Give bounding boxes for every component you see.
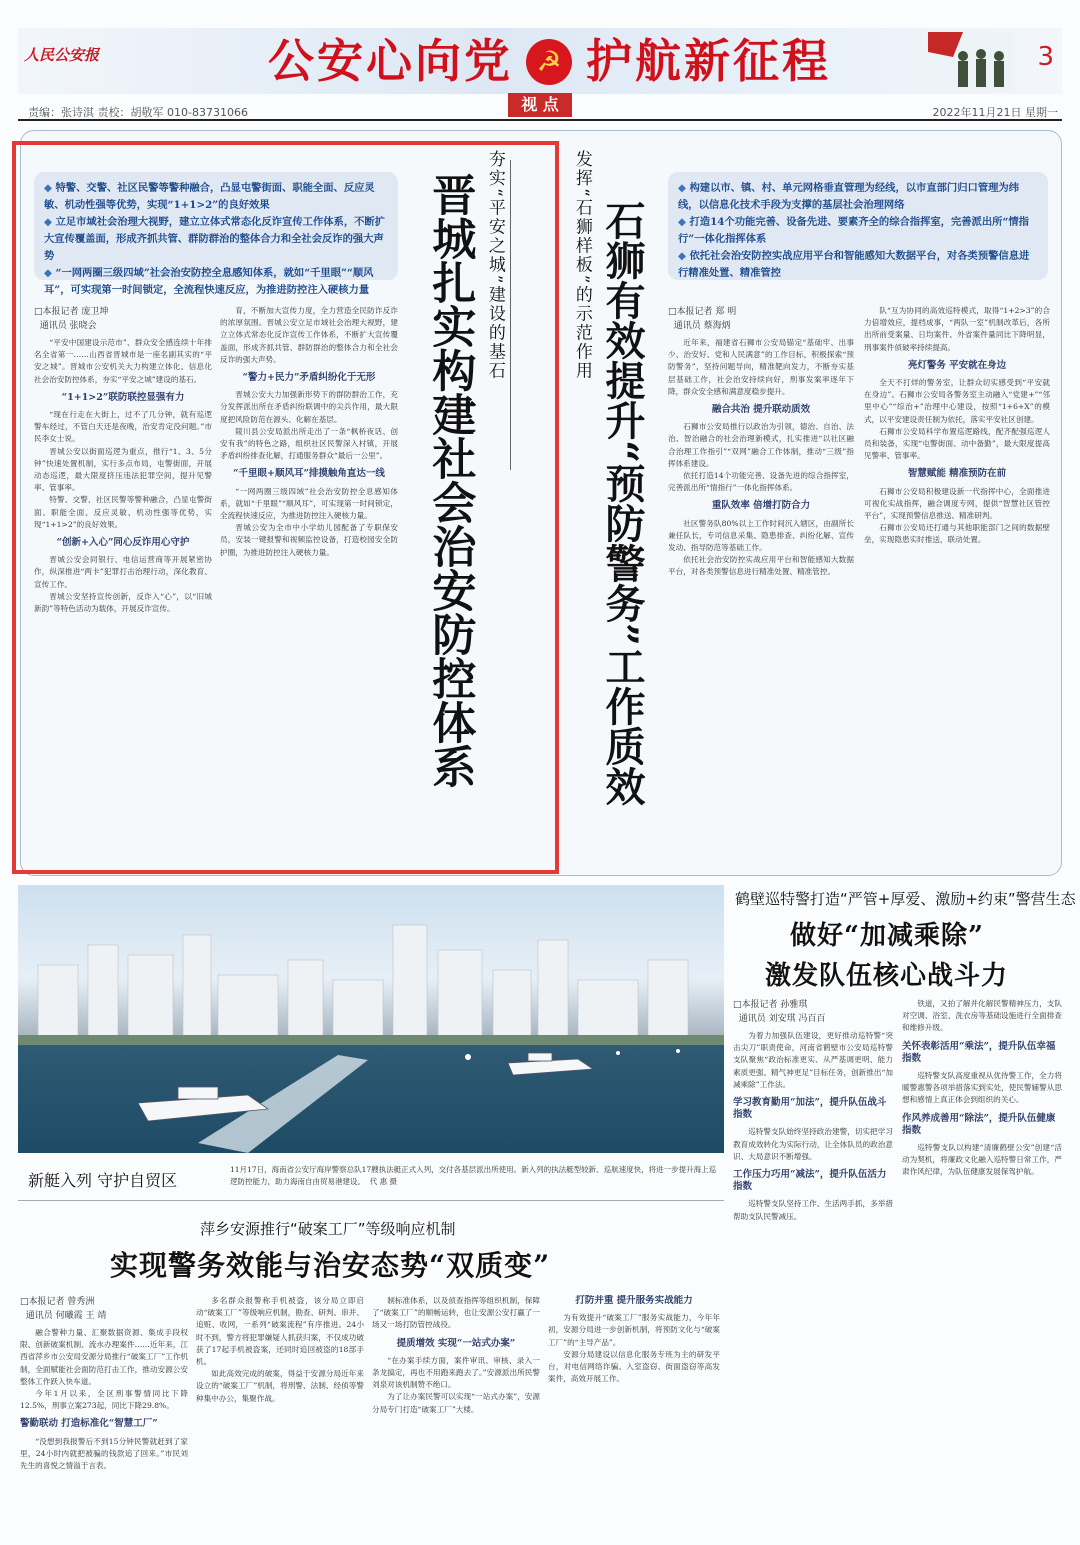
byline-reporter: 本报记者 庞卫坤 — [42, 307, 109, 317]
header-rule — [18, 119, 1062, 121]
summary-point: ◆ 特警、交警、社区民警等警种融合，凸显屯警街面、职能全面、反应灵敏、机动性强等优势，实现“1+1>2”的良好效果 — [44, 180, 388, 214]
subheading: “创新+入心”同心反诈用心守护 — [56, 537, 190, 549]
summary-point: ◆ 打造14个功能完善、设备先进、要素齐全的综合指挥室，完善派出所“情指行”一体化指挥体系 — [678, 214, 1038, 248]
byline-reporter: 本报记者 郑 明 — [676, 307, 737, 317]
photo-credit: 代 惠 摄 — [369, 1177, 398, 1186]
subheading: 学习教育勤用“加法”，提升队伍战斗指数 — [733, 1097, 887, 1121]
paragraph: 晋城公安会同银行、电信运营商等开展紧密协作，纵深推进“两卡”犯罪打击治理行动，深化教育、宣传工作。 — [34, 555, 212, 589]
paragraph: 巡特警支队以构建“清廉鹤壁公安”创建“活动为契机，将廉政文化融入巡特警日常工作，严肃作风纪律，为队伍健康发展保驾护航。 — [902, 1143, 1062, 1177]
summary-point: ◆ 立足市域社会治理大视野，建立立体式常态化反诈宣传工作体系，不断扩大宣传覆盖面，形成齐抓共管、群防群治的整体合力和全社会反诈的强大声势 — [44, 214, 388, 265]
banner-title-left: 公安心向党 — [268, 34, 513, 88]
subheading: 打防并重 提升服务实战能力 — [575, 1295, 693, 1306]
photo-caption-title: 新艇入列 守护自贸区 — [28, 1171, 178, 1190]
paragraph: “在办案手续方面，案件审讯、审核、录入一条龙搞定，再也不用跑来跑去了。”安源派出所民警刘泉对该机制赞不绝口。 — [372, 1355, 540, 1390]
byline: □本报记者 庞卫坤 通讯员 张晓会 — [34, 307, 109, 331]
paragraph: 巡特警支队始终坚持政治建警，切实把学习教育成效转化为实际行动，让全体队员的政治意识、大局意识不断增强。 — [733, 1127, 893, 1161]
soldiers-icon — [923, 32, 1013, 92]
summary-point: ◆ 构建以市、镇、村、单元网格垂直管理为经线，以市直部门归口管理为纬线，以信息化技术手段为支撑的基层社会治理网络 — [678, 180, 1038, 214]
paragraph: 为着力加强队伍建设，更好推动巡特警“突击尖刀”职责使命，河南省鹤壁市公安局巡特警支队聚焦“政治标准更实、从严基调更明、能力素质更强、精气神更足”目标任务，创新推出“加减乘除”工作法。 — [733, 1031, 893, 1089]
divider — [510, 160, 511, 470]
page-number: 3 — [1037, 42, 1054, 72]
summary-point: ◆ “一网两圈三级四域”社会治安防控全息感知体系，就如“千里眼”“顺风耳”，可实现第一时间锁定，全流程快速反应，为推进防控注入硬核力量 — [44, 265, 388, 299]
byline: □本报记者 孙雅琪 通讯员 刘安琪 冯百百 — [733, 1000, 826, 1024]
jincheng-kicker: 夯实“平安之城”建设的基石 — [484, 150, 505, 381]
divider — [18, 1200, 724, 1201]
paragraph: 近年来，福建省石狮市公安局锚定“基础牢、出事少、治安好、党和人民满意”的工作目标，积极探索“预防警务”，坚持问题导向，精准靶向发力，不断夯实基层基础工作，社会治安持续向好，刑事发案率逐年下降，群众安全感和满意度稳步提升。 — [668, 338, 854, 396]
paragraph: 巡特警支队高度重视从优待警工作，全力将暖警惠警各项举措落实到实处，使民警辅警从思想和感情上真正体会到组织的关心。 — [902, 1071, 1062, 1105]
paragraph: 石狮市公安局积极建设新一代指挥中心，全面推进可视化实战指挥，融合调度专网，提供“智慧社区管控平台”，实现预警信息推送、精准研判。 — [864, 486, 1050, 521]
jincheng-col-2 — [220, 305, 398, 865]
caption-body: 11月17日，海南省公安厅海岸警察总队17艘执法艇正式入列，交付各基层派出所使用。新入列的执法艇型较新、巡航速度快，将进一步提升海上巡逻防控能力，助力海南自由贸易港建设。 — [230, 1165, 717, 1186]
newspaper-logo: 人民公安报 — [24, 46, 100, 64]
section-tag: 视 点 — [508, 93, 572, 117]
subheading: 作风养成善用“除法”，提升队伍健康指数 — [902, 1112, 1056, 1136]
pingxiang-col-2 — [196, 1295, 364, 1535]
paragraph: 为有效提升“破案工厂”服务实战能力，今年年初，安源分局进一步创新机制，将预防文化与“破案工厂”的“主导产品”。 — [548, 1313, 720, 1347]
jincheng-headline: 晋城扎实构建社会治安防控体系 — [424, 172, 476, 788]
subheading: “1+1>2”联防联控显强有力 — [61, 391, 185, 403]
editor-line: 责编：张诗淇 责校：胡敬军 010-83731066 — [28, 106, 248, 119]
shishi-col-2 — [864, 305, 1050, 865]
hebi-col-1 — [733, 998, 893, 1538]
pingxiang-col-3 — [372, 1295, 540, 1535]
subheading: 亮灯警务 平安就在身边 — [907, 359, 1007, 371]
paragraph: 陵川县公安局派出所走出了一条“枫桥夜话、创安有我”的特色之路，组织社区民警深入村镇，开展矛盾纠纷排查化解，打通服务群众“最后一公里”。 — [220, 426, 398, 461]
paragraph: 铁道，又拍了解并化解民警精神压力，支队对空调、浴室、洗衣房等基础设施进行全面排查和维修升级。 — [902, 999, 1062, 1033]
issue-date: 2022年11月21日 星期一 — [932, 106, 1058, 119]
shishi-col-1 — [668, 305, 854, 865]
summary-point: ◆ 依托社会治安防控实战应用平台和智能感知大数据平台，对各类预警信息进行精准处置、精准管控 — [678, 248, 1038, 282]
paragraph: 如此高效完成的破案，得益于安源分局近年来设立的“破案工厂”机制，将刑警、法制、经侦等警种集中办公，集聚作战。 — [196, 1369, 364, 1403]
paragraph: 晋城公安以街面巡逻为重点，推行“1、3、5分钟”快速处置机制，实行多点布局，屯警街面，开展动态巡逻，最大限度挤压违法犯罪空间，提升见警率、管事率。 — [34, 446, 212, 493]
paragraph: 石狮市公安局推行以政治为引领，德治、自治、法治、智治融合的社会治理新模式，扎实推进“以社区融合治理工作指引”“双网”融合工作体制，推动“三级”指挥体系建设。 — [668, 422, 854, 468]
paragraph: 安源分局建设以信息化服务专班为主的研发平台，对电信网络诈骗、入室盗窃、街面盗窃等高发案件，高效开展工作。 — [548, 1349, 720, 1384]
subheading: “警力+民力”矛盾纠纷化于无形 — [242, 372, 376, 384]
subheading: 关怀表彰活用“乘法”，提升队伍幸福指数 — [902, 1040, 1056, 1064]
paragraph: 晋城公安坚持宣传创新，反诈入“心”，以“旧城新韵”等特色活动为载体，开展反诈宣传。 — [34, 591, 212, 614]
patrol-boats-photo — [18, 885, 724, 1153]
subheading: 工作压力巧用“减法”，提升队伍活力指数 — [733, 1169, 887, 1193]
paragraph: “平安中国建设示范市”、群众安全感连续十年排名全省第一……山西省晋城市是一座名副其实的“平安之城”。晋城市公安机关大力构建立体化、信息化社会治安防控体系，夯实“平安之城”建设的基石。 — [34, 338, 212, 384]
paragraph: 队“互为协同的高效巡特模式，取得“1+2>3”的合力倍增效应，提档成事，“两队一室”机制改革后，各所出所前受案量、日均案件、外省案件量同比下降明显，刑事案件侦破率持续提高。 — [864, 306, 1050, 352]
hebi-kicker: 鹤壁巡特警打造“严管+厚爱、激励+约束”警营生态 — [735, 890, 1076, 908]
byline-correspondent: 通讯员 张晓会 — [39, 321, 97, 331]
paragraph: 石狮市公安局还打通与其他职能部门之间的数据壁垒，实现隐患实时推送，联动处置。 — [864, 523, 1050, 545]
paragraph: 依托打造14个功能完善、设备先进的综合指挥室，完善派出所“情指行”一体化指挥体系。 — [668, 471, 854, 493]
shishi-headline: 石狮有效提升“预防警务”工作质效 — [599, 200, 646, 807]
paragraph: 特警、交警、社区民警等警种融合，凸显屯警街面、职能全面、反应灵敏、机动性强等优势，实现“1+1>2”的良好效果。 — [34, 495, 212, 529]
paragraph: 为了让办案民警可以实现“一站式办案”，安源分局专门打造“破案工厂”大楼。 — [372, 1392, 540, 1414]
subheading: “千里眼+顺风耳”排摸触角直达一线 — [233, 468, 385, 480]
masthead-banner — [18, 28, 1062, 94]
paragraph: 社区警务队80%以上工作时间沉入辖区，由副所长兼任队长，专司信息采集、隐患排查、纠纷化解、宣传发动、指导防范等基础工作。 — [668, 518, 854, 553]
paragraph: 多名群众报警称手机被盗，该分局立即启动“破案工厂”等级响应机制，勘查、研判、串并、追赃、收网，一系列“破案流程”有序推进。24小时不到，警方将犯罪嫌疑人抓获归案，不仅成功破获了17起手机被盗案，还同时追回被盗的18部手机。 — [196, 1296, 364, 1367]
paragraph: 晋城公安为全市中小学幼儿园配备了专职保安员，安装一键报警和视频监控设备，打造校园安全防护圈，为推进防控注入硬核力量。 — [220, 523, 398, 557]
paragraph: 全天不打烊的警务室，让群众切实感受到“平安就在身边”。石狮市公安局各警务室主动融入“党建+”“邻里中心”“综治+”治理中心建设，按照“1+6+X”的模式，以平安建设责任制为依托，落实平安社区创建。 — [864, 378, 1050, 424]
subheading: 重队效率 倍增打防合力 — [711, 500, 811, 512]
party-emblem-icon: ☭ — [526, 39, 572, 85]
hebi-title-1: 做好“加减乘除” — [790, 921, 984, 951]
byline-reporter: 本报记者 孙雅琪 — [741, 1000, 808, 1010]
hebi-title-2: 激发队伍核心战斗力 — [765, 961, 1009, 991]
jincheng-summary — [34, 172, 398, 296]
paragraph: 育，不断加大宣传力度，全力营造全民防诈反诈的浓厚氛围。晋城公安立足市域社会治理大视野，建立立体式常态化反诈宣传工作体系，不断扩大宣传覆盖面，形成齐抓共管、群防群治的整体合力和全社会反诈的强大声势。 — [220, 306, 398, 364]
byline: □本报记者 曾秀洲 通讯员 何曦霞 王 靖 — [20, 1297, 107, 1321]
paragraph: 制标准体系，以及侦查指挥等组织机制，保障了“破案工厂”的顺畅运转，也让安源公安打赢了一场又一场打防管控战役。 — [372, 1296, 540, 1330]
paragraph: “一网两圈三级四域”社会治安防控全息感知体系，就如“千里眼”“顺风耳”，可实现第一时间锁定，全流程快速反应，为推进防控注入硬核力量。 — [220, 486, 398, 521]
byline-correspondent: 通讯员 刘安琪 冯百百 — [738, 1014, 826, 1024]
photo-caption-text — [230, 1164, 720, 1188]
pingxiang-kicker: 萍乡安源推行“破案工厂”等级响应机制 — [200, 1220, 456, 1238]
paragraph: “现在行走在大街上，过不了几分钟，就有巡逻警车经过，不管白天还是夜晚，治安肯定没问题。”市民李女士说。 — [34, 410, 212, 444]
harbor-scene-icon — [18, 885, 724, 1153]
byline-reporter: 本报记者 曾秀洲 — [28, 1297, 95, 1307]
subheading: 融合共治 提升联动质效 — [711, 404, 811, 416]
pingxiang-col-4 — [548, 1295, 720, 1535]
paragraph: 晋城公安大力加强新形势下的群防群治工作，充分发挥派出所在矛盾纠纷联调中的尖兵作用，最大限度把风险防范在源头、化解在基层。 — [220, 390, 398, 424]
paragraph: 依托社会治安防控实战应用平台和智能感知大数据平台，对各类预警信息进行精准处置、精准管控。 — [668, 555, 854, 577]
paragraph: 石狮市公安局科学布置巡逻路线，配齐配强巡逻人员和装备，实现“屯警街面、动中备勤”，最大限度提高见警率、管事率。 — [864, 426, 1050, 461]
pingxiang-col-1 — [20, 1295, 188, 1535]
paragraph: 今年1月以来，全区刑事警情同比下降12.5%，刑事立案273起，同比下降29.8%。 — [20, 1389, 188, 1411]
subheading: 智慧赋能 精准预防在前 — [907, 468, 1007, 480]
byline: □本报记者 郑 明 通讯员 蔡海炳 — [668, 307, 737, 331]
paragraph: 融合警种力量、汇聚数据资源、集成手段权限、创新破案机制、流水办理案件……近年来，江西省萍乡市公安局安源分局推行“破案工厂”工作机制，全面赋能社会面防范打击工作，推动安源公安整体工作跃入快车道。 — [20, 1328, 188, 1386]
banner-title-right: 护航新征程 — [586, 34, 831, 88]
paragraph: “没想到我报警后不到15分钟民警就赶到了家里，24小时内就把被骗的钱款追了回来。”市民刘先生的喜悦之情溢于言表。 — [20, 1436, 188, 1471]
subheading: 提质增效 实现“一站式办案” — [396, 1337, 516, 1349]
byline-correspondent: 通讯员 何曦霞 王 靖 — [25, 1311, 107, 1321]
hebi-col-2 — [902, 998, 1062, 1538]
subheading: 警勤联动 打造标准化“智慧工厂” — [20, 1418, 158, 1430]
shishi-kicker: 发挥“石狮样板”的示范作用 — [571, 150, 592, 381]
paragraph: 巡特警支队坚持工作、生活两手抓，多举措帮助支队民警减压。 — [733, 1199, 893, 1221]
pingxiang-title: 实现警务效能与治安态势“双质变” — [110, 1249, 551, 1282]
byline-correspondent: 通讯员 蔡海炳 — [673, 321, 731, 331]
jincheng-col-1 — [34, 305, 212, 865]
shishi-summary — [668, 172, 1048, 280]
